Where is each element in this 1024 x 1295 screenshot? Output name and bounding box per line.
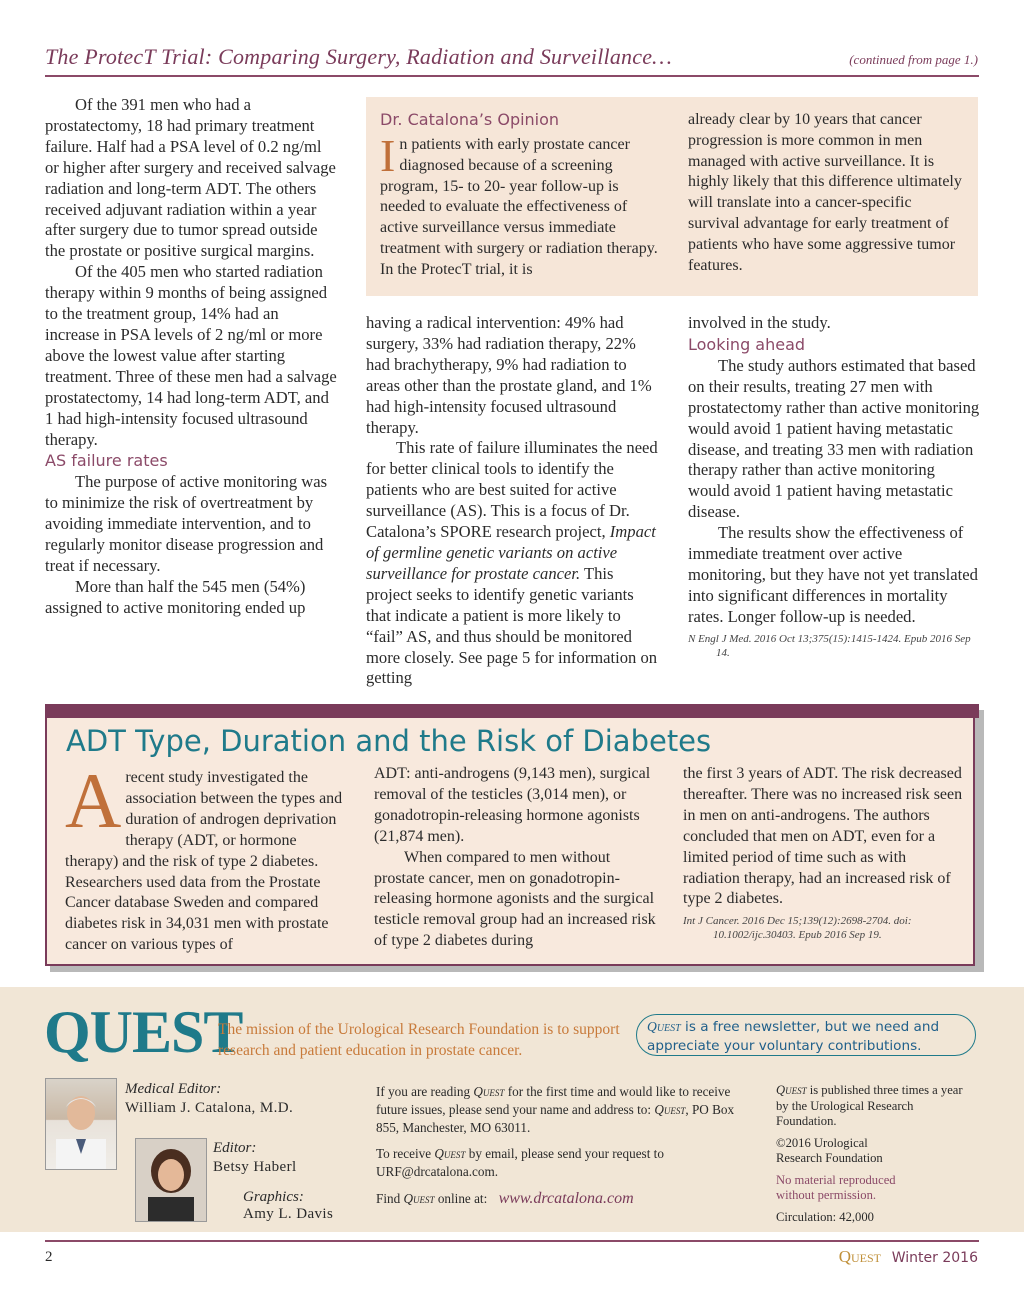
page-number: 2 (45, 1249, 53, 1265)
col3-paragraph-1: involved in the study. (688, 313, 831, 332)
editor-name: Betsy Haberl (213, 1159, 297, 1175)
website-link[interactable]: www.drcatalona.com (498, 1190, 634, 1207)
reading-text-3: , PO Box 855, Manchester, MO 63011. (376, 1102, 735, 1135)
adt-col2-paragraph-1: ADT: anti-androgens (9,143 men), surgical removal of the testicles (3,014 men), or gonadotropin-releasing hormone agonists (21,874 men). (374, 765, 651, 845)
adt-col2-paragraph-2: When compared to men without prostate cancer, men on gonadotropin-releasing hormone agonists and the surgical testicle removal group had an increased risk of type 2 diabetes during (374, 848, 656, 950)
editor-label: Editor: (213, 1140, 257, 1156)
running-header-title: The ProtecT Trial: Comparing Surgery, Radiation and Surveillance… (45, 44, 672, 69)
continued-note: (continued from page 1.) (849, 52, 978, 67)
subhead-as-failure-rates: AS failure rates (45, 451, 168, 471)
footer-quest: Quest (838, 1247, 881, 1266)
opinion-heading: Dr. Catalona’s Opinion (380, 110, 560, 129)
copyright: ©2016 Urological Research Foundation (776, 1135, 883, 1165)
circulation: Circulation: 42,000 (776, 1209, 874, 1224)
graphics-name: Amy L. Davis (243, 1206, 334, 1222)
portrait-man-icon (46, 1079, 116, 1169)
header-rule (45, 75, 979, 77)
opinion-left-text: n patients with early prostate cancer diagnosed because of a screening program, 15- to 20- year follow-up is needed to evaluate the effectiveness of active surveillance versus immediate treatment with surgery or radiation therapy. In the ProtecT trial, it is (380, 136, 658, 278)
mission-statement: The mission of the Urological Research Foundation is to support research and patient education in prostate cancer. (218, 1021, 620, 1059)
email-quest: Quest (434, 1146, 466, 1161)
pub-text: is published three times a year by the Urological Research Foundation. (776, 1083, 963, 1128)
medical-editor-photo (45, 1078, 117, 1170)
col2-p2-text-b: This project seeks to identify genetic variants that indicate a patient is more likely to “fail” AS, and thus should be monitored more closely. See page 5 for information on getting (366, 563, 658, 688)
reading-quest-2: Quest (654, 1102, 686, 1117)
portrait-woman-icon (136, 1139, 206, 1221)
medical-editor-credit (125, 1080, 293, 1118)
col3-paragraph-2: The study authors estimated that based on their results, treating 27 men with prostatectomy rather than active monitoring would avoid 1 patient having metastatic disease, and treating 33 men with radiation therapy rather than active monitoring would avoid 1 patient having metastatic disease. (688, 355, 980, 522)
col1-paragraph-4: More than half the 545 men (54%) assigned to active monitoring ended up (45, 576, 306, 617)
graphics-credit (243, 1189, 333, 1223)
adt-column-3 (683, 764, 963, 942)
graphics-label: Graphics: (243, 1189, 304, 1205)
find-text-1: Find (376, 1191, 404, 1206)
email-text-2: by email, please send your request to URF@drcatalona.com. (376, 1146, 664, 1179)
adt-column-1 (65, 757, 350, 956)
opinion-right-text: already clear by 10 years that cancer progression is more common in men managed with active surveillance. It is highly likely that this difference ultimately will translate into a cancer-specific survival advantage for early treatment of patients who have some aggressive tumor features. (688, 111, 962, 274)
col2-paragraph-2 (366, 438, 658, 689)
col2-paragraph-1: having a radical intervention: 49% had surgery, 33% had radiation therapy, 22% had brachytherapy, 9% had radiation to areas other than the prostate gland, and 1% had high-intensity focused ultrasound therapy. (366, 313, 652, 437)
subhead-looking-ahead: Looking ahead (688, 334, 806, 354)
subscription-info (376, 1083, 746, 1208)
find-quest: Quest (403, 1191, 435, 1206)
find-text-2: online at: (434, 1191, 488, 1206)
contribution-callout (636, 1014, 976, 1056)
article-column-3 (688, 313, 980, 660)
email-instructions (376, 1145, 746, 1181)
quest-name-inline: Quest (647, 1019, 681, 1034)
reproduction-notice: No material reproduced without permission. (776, 1172, 896, 1202)
editor-credit (213, 1139, 297, 1177)
col3-citation: N Engl J Med. 2016 Oct 13;375(15):1415-1424. Epub 2016 Sep 14. (688, 632, 971, 659)
issue-date: Winter 2016 (891, 1250, 978, 1266)
article-column-2 (366, 313, 658, 689)
footer-rule (45, 1240, 979, 1242)
dropcap-letter: I (380, 130, 396, 181)
reading-quest-1: Quest (473, 1084, 505, 1099)
col1-paragraph-2: Of the 405 men who started radiation therapy within 9 months of being assigned to the treatment group, 14% had an increase in PSA levels of 2 ng/ml or more above the lowest value after starting treatment. Three of these men had a salvage prostatectomy, 14 had long-term ADT, and 1 had high-intensity focused ultrasound therapy. (45, 262, 337, 449)
editor-photo (135, 1138, 207, 1222)
adt-citation: Int J Cancer. 2016 Dec 15;139(12):2698-2704. doi: 10.1002/ijc.30403. Epub 2016 Sep 19. (683, 915, 912, 942)
publication-frequency (776, 1083, 976, 1130)
publication-info (776, 1083, 976, 1225)
contribution-text: is a free newsletter, but we need and appreciate your voluntary contributions. (647, 1019, 940, 1054)
adt-col3-paragraph: the first 3 years of ADT. The risk decreased thereafter. There was no increased risk seen in men on anti-androgens. The authors concluded that men on ADT, even for a limited period of time such as with radiation therapy, had an increased risk of type 2 diabetes. (683, 765, 963, 908)
pub-quest: Quest (776, 1083, 807, 1097)
email-text-1: To receive (376, 1146, 435, 1161)
medical-editor-name: William J. Catalona, M.D. (125, 1100, 294, 1116)
spore-project-title: Impact of germline genetic variants on active surveillance for prostate cancer. (366, 522, 656, 583)
adt-column-2 (374, 764, 660, 952)
reading-text-2: for the first time and would like to receive future issues, please send your name and address to: (376, 1084, 731, 1117)
opinion-left (380, 110, 658, 281)
reading-text-1: If you are reading (376, 1084, 474, 1099)
adt-title: ADT Type, Duration and the Risk of Diabetes (66, 724, 712, 758)
adt-top-bar (45, 704, 979, 718)
quest-logo-text: QUEST (44, 999, 243, 1065)
col3-paragraph-3: The results show the effectiveness of immediate treatment over active monitoring, but they have not yet translated into significant differences in mortality rates. Longer follow-up is needed. (688, 523, 978, 626)
find-online (376, 1190, 746, 1208)
col1-paragraph-3: The purpose of active monitoring was to minimize the risk of overtreatment by avoiding immediate intervention, and to regularly monitor disease progression and treat if necessary. (45, 472, 328, 576)
opinion-left-text-block (380, 130, 658, 281)
issue-label (839, 1247, 978, 1267)
col1-paragraph-1: Of the 391 men who had a prostatectomy, 18 had primary treatment failure. Half had a PSA level of 0.2 ng/ml or higher after surgery and received salvage radiation and long-term ADT. The others received adjuvant radiation within a year after surgery due to tumor spread outside the prostate or positive surgical margins. (45, 95, 336, 261)
adt-col1-text: recent study investigated the association between the types and duration of androgen deprivation therapy (ADT, or hormone therapy) and the risk of type 2 diabetes. Researchers used data from the Prostate Cancer database Sweden and compared diabetes risk in 34,031 men with prostate cancer on various types of (65, 769, 343, 954)
article-column-1 (45, 95, 337, 619)
reading-instructions (376, 1083, 746, 1137)
quest-logo (44, 999, 243, 1065)
adt-dropcap-letter: A (65, 757, 122, 844)
col2-p2-text-a: This rate of failure illuminates the need for better clinical tools to identify the patients who are best suited for active surveillance (AS). This is a focus of Dr. Catalona’s SPORE research project, (366, 438, 658, 542)
medical-editor-label: Medical Editor: (125, 1081, 222, 1097)
